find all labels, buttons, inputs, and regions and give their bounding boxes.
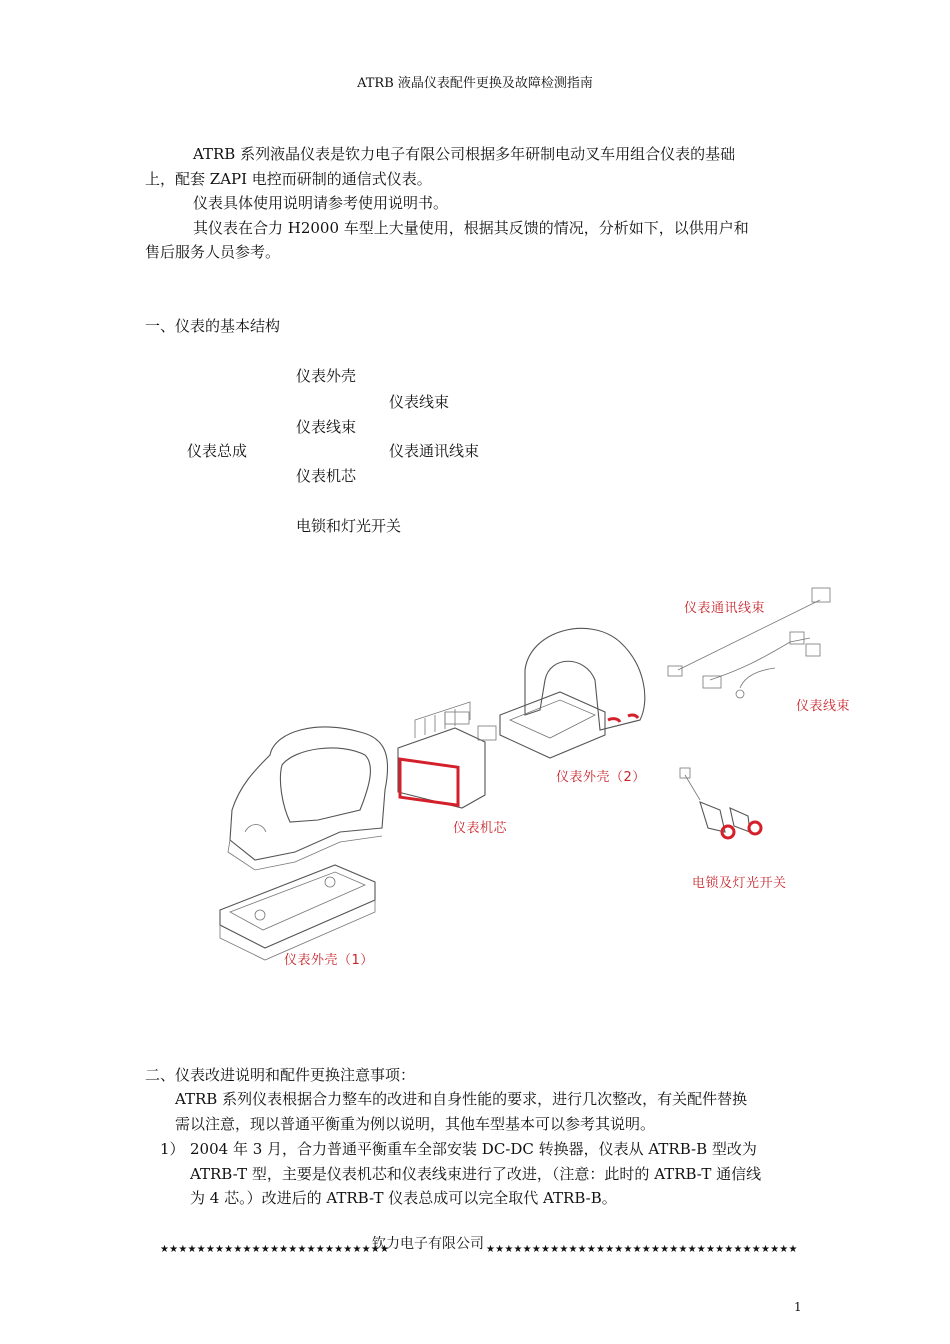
intro-p1-line2: 上，配套 ZAPI 电控而研制的通信式仪表。: [145, 169, 432, 188]
tree-harness-sub1: 仪表线束: [389, 393, 450, 411]
item1-line3: 为 4 芯。）改进后的 ATRB-T 仪表总成可以完全取代 ATRB-B。: [190, 1189, 617, 1207]
page-header-title: ATRB 液晶仪表配件更换及故障检测指南: [357, 76, 593, 91]
page-number: 1: [794, 1300, 802, 1314]
tree-shell: 仪表外壳: [296, 367, 357, 385]
label-shell-2: 仪表外壳（2）: [556, 770, 646, 785]
tree-harness: 仪表线束: [296, 418, 357, 436]
intro-p1-line1: ATRB 系列液晶仪表是钦力电子有限公司根据多年研制电动叉车用组合仪表的基础: [193, 145, 736, 163]
section2-heading: 二、仪表改进说明和配件更换注意事项：: [145, 1066, 416, 1084]
label-harness: 仪表线束: [796, 699, 851, 714]
intro-p2: 仪表具体使用说明请参考使用说明书。: [193, 194, 449, 212]
shell-1-hood: [228, 727, 388, 870]
footer-stars-right: ★★★★★★★★★★★★★★★★★★★★★★★★★★★★★★★★★★: [486, 1244, 798, 1255]
intro-block: [145, 142, 810, 265]
item1-number: 1）: [160, 1140, 185, 1158]
label-switch: 电锁及灯光开关: [692, 876, 787, 891]
section2-intro: [175, 1087, 815, 1136]
label-comm-harness: 仪表通讯线束: [684, 601, 766, 616]
shell-2: [500, 628, 645, 758]
tree-harness-sub2: 仪表通讯线束: [389, 442, 480, 460]
tree-core: 仪表机芯: [296, 467, 357, 485]
key-lock-light-switch: [680, 768, 761, 838]
section1-heading: 一、仪表的基本结构: [145, 317, 281, 335]
instrument-core: [398, 702, 496, 808]
instrument-harness: [703, 632, 820, 698]
tree-switch: 电锁和灯光开关: [296, 517, 402, 535]
label-shell-1: 仪表外壳（1）: [284, 953, 374, 968]
item1-line2: ATRB-T 型，主要是仪表机芯和仪表线束进行了改进，（注意：此时的 ATRB-T 通信线: [190, 1164, 762, 1183]
intro-p3-line2: 售后服务人员参考。: [145, 243, 281, 261]
shell-1-tray: [220, 865, 375, 960]
section2-p1-line1: ATRB 系列仪表根据合力整车的改进和自身性能的要求，进行几次整改，有关配件替换: [175, 1090, 748, 1108]
exploded-view-figure: [200, 570, 860, 980]
footer-stars-left: ★★★★★★★★★★★★★★★★★★★★★★★★★: [160, 1244, 390, 1255]
item1-line1: 2004 年 3 月，合力普通平衡重车全部安装 DC-DC 转换器，仪表从 ATRB-B 型改为: [190, 1140, 757, 1158]
label-core: 仪表机芯: [453, 821, 508, 836]
section2-p1-line2: 需以注意，现以普通平衡重为例以说明，其他车型基本可以参考其说明。: [175, 1114, 656, 1133]
item1-text: [190, 1137, 815, 1211]
intro-p3-line1: 其仪表在合力 H2000 车型上大量使用，根据其反馈的情况，分析如下，以供用户和: [193, 218, 749, 237]
tree-root: 仪表总成: [187, 442, 248, 460]
footer-company: 钦力电子有限公司: [372, 1236, 484, 1252]
